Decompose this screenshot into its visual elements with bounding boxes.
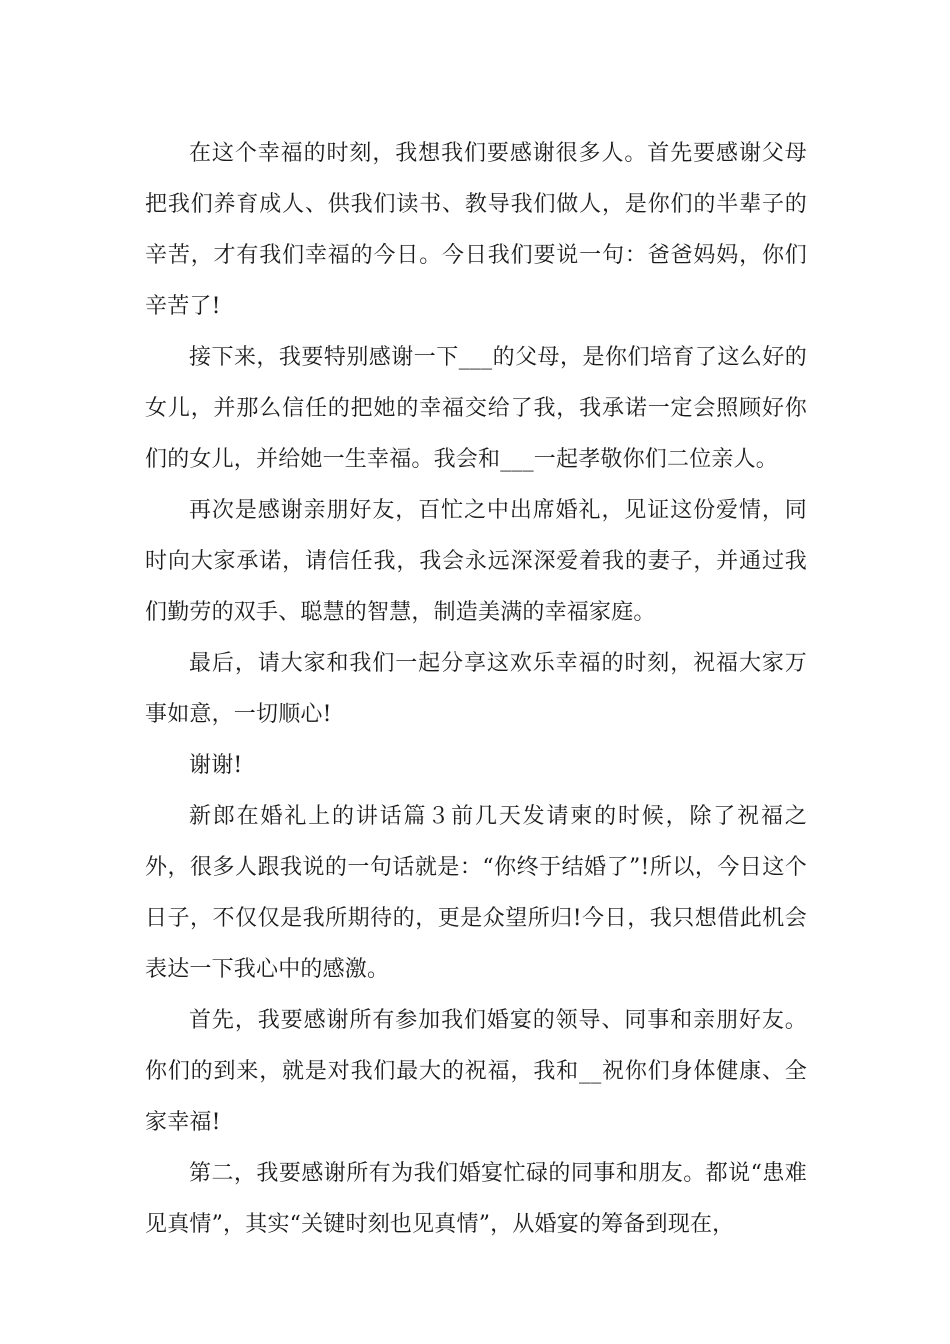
document-body	[145, 128, 807, 1250]
paragraph-thanks-helpers: 第二，我要感谢所有为我们婚宴忙碌的同事和朋友。都说“患难见真情”，其实“关键时刻也见真情”，从婚宴的筹备到现在，	[145, 1161, 807, 1237]
paragraph-thanks-parents: 在这个幸福的时刻，我想我们要感谢很多人。首先要感谢父母把我们养育成人、供我们读书、教导我们做人，是你们的半辈子的辛苦，才有我们幸福的今日。今日我们要说一句：爸爸妈妈，你们辛苦了!	[145, 141, 807, 319]
paragraph-thank-you: 谢谢!	[189, 753, 243, 778]
paragraph-thanks-in-laws: 接下来，我要特别感谢一下___的父母，是你们培育了这么好的女儿，并那么信任的把她的幸福交给了我，我承诺一定会照顾好你们的女儿，并给她一生幸福。我会和___一起孝敬你们二位亲人。	[145, 345, 807, 472]
paragraph-thanks-guests: 首先，我要感谢所有参加我们婚宴的领导、同事和亲朋好友。你们的到来，就是对我们最大的祝福，我和__祝你们身体健康、全家幸福!	[145, 1008, 807, 1135]
paragraph-speech-3-intro: 新郎在婚礼上的讲话篇３前几天发请柬的时候，除了祝福之外，很多人跟我说的一句话就是：“你终于结婚了”!所以，今日这个日子，不仅仅是我所期待的，更是众望所归!今日，我只想借此机会表达一下我心中的感激。	[145, 804, 807, 982]
paragraph-thanks-friends: 再次是感谢亲朋好友，百忙之中出席婚礼，见证这份爱情，同时向大家承诺，请信任我，我会永远深深爱着我的妻子，并通过我们勤劳的双手、聪慧的智慧，制造美满的幸福家庭。	[145, 498, 807, 625]
paragraph-closing-wishes: 最后，请大家和我们一起分享这欢乐幸福的时刻，祝福大家万事如意，一切顺心!	[145, 651, 807, 727]
